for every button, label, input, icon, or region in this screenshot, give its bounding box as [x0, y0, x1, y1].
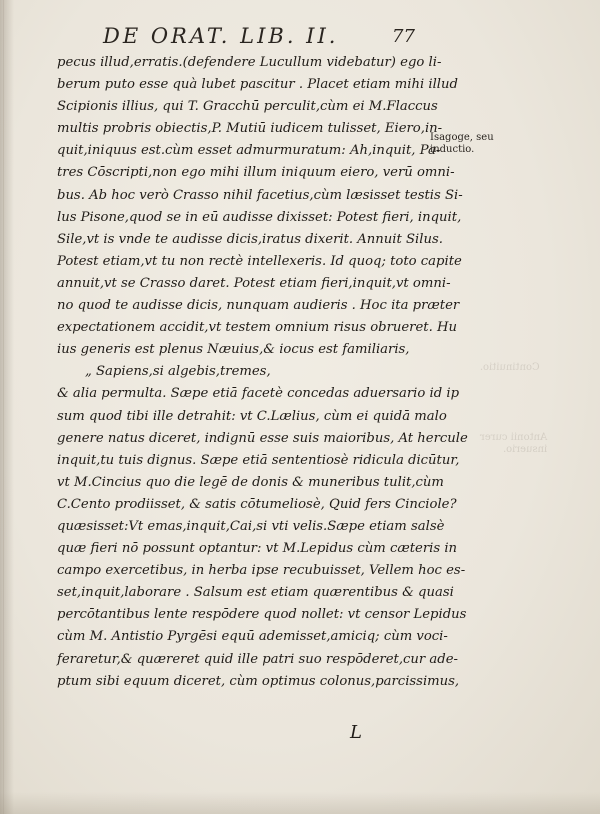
running-head: DE ORAT. LIB. II. — [103, 24, 339, 48]
text-line: feraretur,& quæreret quid ille patri suo respōderet,cur ade- — [57, 651, 458, 667]
text-line: quit,iniquus est.cùm esset admurmuratum: Ah,inquit, Pa- — [57, 143, 441, 159]
text-line: ptum sibi equum diceret, cùm optimus colonus,parcissimus, — [57, 673, 460, 689]
text-line: lus Pisone,quod se in eū audisse dixisset: Potest fieri, inquit, — [57, 209, 462, 225]
text-line: bus. Ab hoc verò Crasso nihil facetius,cùm læsisset testis Si- — [57, 187, 463, 203]
bleed-through-note: Continuitio. — [480, 362, 540, 373]
page-number: 77 — [392, 26, 415, 47]
text-line: Potest etiam,vt tu non rectè intellexeris. Id quoq; toto capite — [57, 253, 462, 269]
text-line: cùm M. Antistio Pyrgēsi equū ademisset,amiciq; cùm voci- — [57, 629, 448, 645]
page-edge-shadow — [3, 0, 4, 814]
text-line: Scipionis illius, qui T. Gracchū perculit,cùm ei M.Flaccus — [57, 99, 438, 115]
text-line: Sile,vt is vnde te audisse dicis,iratus dixerit. Annuit Silus. — [57, 231, 443, 247]
text-line: ius generis est plenus Næuius,& iocus est familiaris, — [57, 342, 410, 358]
text-line: C.Cento prodiisset, & satis cōtumeliosè, Quid fers Cinciole? — [57, 496, 457, 512]
margin-note: Isagoge, seu inductio. — [430, 132, 494, 155]
bleed-through-note: Antonii curer insuerio. — [480, 432, 548, 455]
text-line: no quod te audisse dicis, nunquam audieris . Hoc ita præter — [57, 298, 460, 314]
text-line: inquit,tu tuis dignus. Sæpe etiā sententiosè ridicula dicūtur, — [57, 452, 460, 468]
text-line: pecus illud,erratis.(defendere Lucullum videbatur) ego li- — [57, 55, 442, 70]
text-line: vt M.Cincius quo die legē de donis & muneribus tulit,cùm — [57, 474, 444, 490]
text-line: genere natus diceret, indignū esse suis maioribus, At hercule — [57, 430, 468, 446]
text-line: tres Cōscripti,non ego mihi illum iniquum eiero, verū omni- — [57, 165, 455, 181]
text-line: quæ fieri nō possunt optantur: vt M.Lepidus cùm cæteris in — [57, 541, 458, 557]
text-line: percōtantibus lente respōdere quod nollet: vt censor Lepidus — [57, 607, 467, 623]
text-line: expectationem accidit,vt testem omnium risus obrueret. Hu — [57, 320, 457, 336]
text-line: campo exercetibus, in herba ipse recubuisset, Vellem hoc es- — [57, 563, 466, 579]
text-line: set,inquit,laborare . Salsum est etiam quærentibus & quasi — [57, 585, 454, 601]
text-line: & alia permulta. Sæpe etiā facetè concedas aduersario id ip — [57, 386, 460, 402]
text-line: „ Sapiens,si algebis,tremes, — [85, 364, 271, 380]
text-line: quæsisset:Vt emas,inquit,Cai,si vti velis.Sæpe etiam salsè — [57, 518, 445, 534]
text-line: multis probris obiectis,P. Mutiū iudicem tulisset, Eiero,in- — [57, 121, 443, 137]
text-line: berum puto esse quà lubet pascitur . Placet etiam mihi illud — [57, 77, 458, 93]
catchword: L — [350, 722, 362, 743]
text-line: annuit,vt se Crasso daret. Potest etiam fieri,inquit,vt omni- — [57, 275, 451, 291]
text-line: sum quod tibi ille detrahit: vt C.Lælius, cùm ei quidā malo — [57, 408, 447, 424]
